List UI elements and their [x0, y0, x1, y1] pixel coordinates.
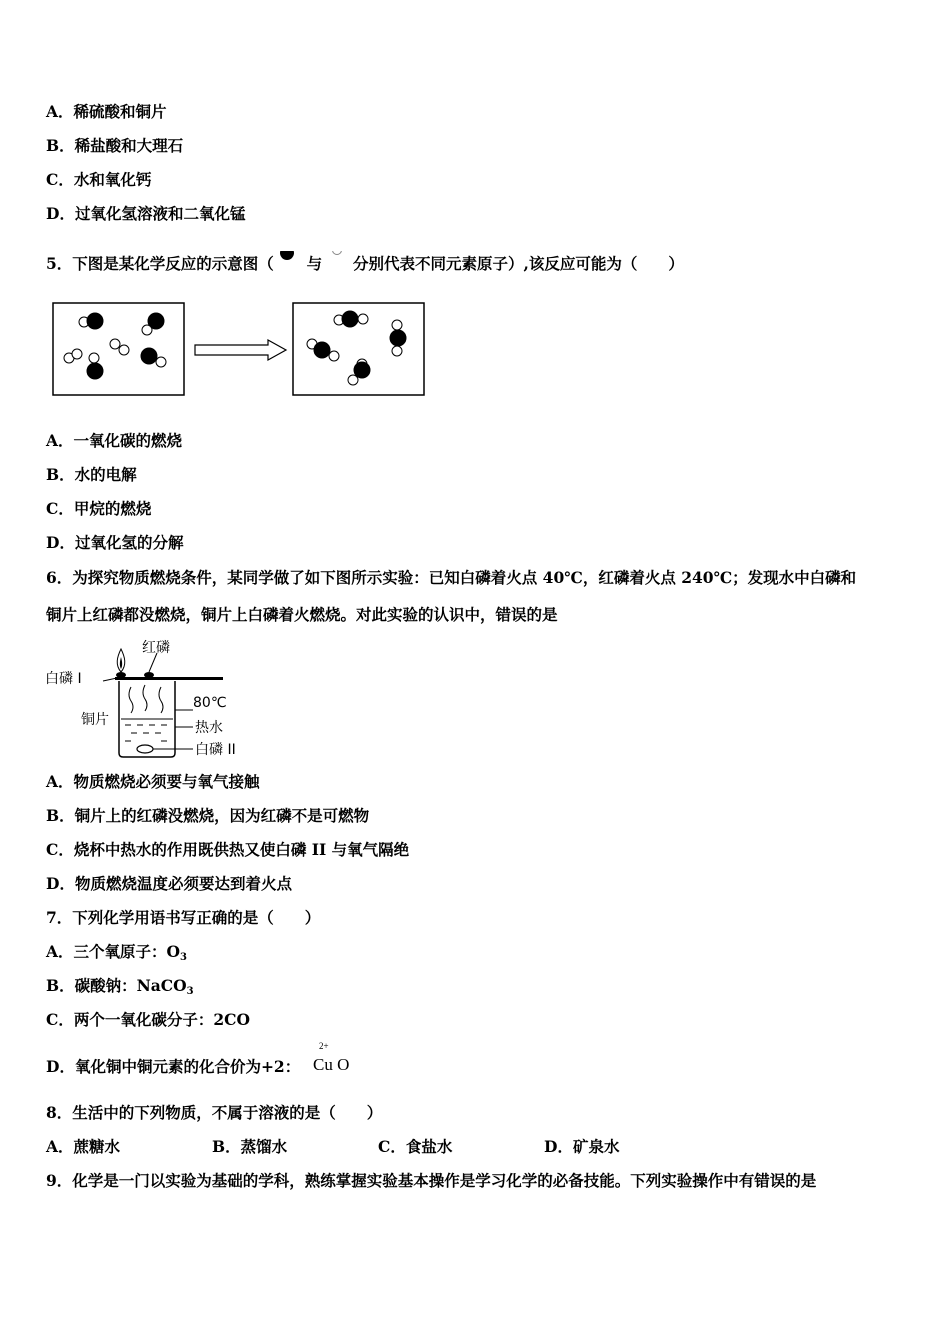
q4-option-b: B．稀盐酸和大理石: [46, 136, 184, 155]
q9-stem: 9．化学是一门以实验为基础的学科，熟练掌握实验基本操作是学习化学的必备技能。下列实验操作中有错误的是: [46, 1171, 817, 1190]
q5-stem-part-c: 分别代表不同元素原子）,该反应可能为（ ）: [352, 254, 684, 273]
q6-option-c: C．烧杯中热水的作用既供热又使白磷 II 与氧气隔绝: [46, 840, 410, 859]
q7-option-d-text: D．氧化铜中铜元素的化合价为+2：: [46, 1057, 301, 1076]
q4-option-d: D．过氧化氢溶液和二氧化锰: [46, 204, 246, 223]
reactants-box: [53, 303, 184, 395]
copper-plate: [115, 677, 223, 680]
label-red-phosphorus: 红磷: [142, 640, 170, 656]
q8-option-b: B．蒸馏水: [212, 1137, 288, 1156]
q5-option-b: B．水的电解: [46, 465, 137, 484]
q7-cuo-text: Cu O: [313, 1055, 350, 1074]
product-molecules: [307, 311, 406, 385]
q6-option-a: A．物质燃烧必须要与氧气接触: [46, 772, 260, 791]
combustion-experiment-figure: [45, 635, 260, 763]
q5-option-d: D．过氧化氢的分解: [46, 533, 184, 552]
q6-stem-line-2: 铜片上红磷都没燃烧，铜片上白磷着火燃烧。对此实验的认识中，错误的是: [46, 605, 558, 624]
white-atom-icon: [328, 251, 348, 271]
white-phosphorus-2-lump: [137, 745, 153, 753]
q7-option-c: C．两个一氧化碳分子：2CO: [46, 1010, 250, 1029]
black-atom-icon: [279, 251, 301, 271]
q7-stem: 7．下列化学用语书写正确的是（ ）: [46, 908, 321, 927]
q7-option-a-text: A．三个氧原子：O: [46, 942, 181, 961]
q5-stem-part-a: 5．下图是某化学反应的示意图（: [46, 254, 274, 273]
label-white-phosphorus-1: 白磷 I: [45, 671, 82, 687]
q5-option-c: C．甲烷的燃烧: [46, 499, 152, 518]
q4-option-c: C．水和氧化钙: [46, 170, 152, 189]
q8-stem: 8．生活中的下列物质，不属于溶液的是（ ）: [46, 1103, 383, 1122]
reactant-molecules: [64, 313, 166, 379]
label-temperature: 80℃: [193, 695, 227, 711]
q7-option-b-text: B．碳酸钠：NaCO: [46, 976, 187, 995]
label-copper-plate: 铜片: [81, 712, 109, 728]
q7-option-b-subscript: 3: [186, 986, 194, 997]
q7-cuo-charge: 2+: [319, 1041, 329, 1051]
red-phosphorus-lump: [144, 672, 154, 678]
q7-option-b: [46, 975, 194, 1003]
label-white-phosphorus-2: 白磷 II: [195, 742, 236, 758]
label-hot-water: 热水: [195, 720, 223, 736]
q6-stem-line-1: 6．为探究物质燃烧条件，某同学做了如下图所示实验：已知白磷着火点 40℃，红磷着火点 240℃；发现水中白磷和: [46, 568, 857, 587]
q7-option-a-subscript: 3: [180, 952, 187, 963]
q6-option-b: B．铜片上的红磷没燃烧，因为红磷不是可燃物: [46, 806, 370, 825]
q8-option-c: C．食盐水: [378, 1137, 453, 1156]
q7-option-a: [46, 941, 187, 969]
q5-stem-part-b: 与: [306, 254, 323, 273]
q8-options: [46, 1136, 619, 1158]
q8-option-d: D．矿泉水: [544, 1137, 620, 1156]
q7-option-d: [46, 1056, 300, 1078]
reaction-diagram: [50, 300, 430, 398]
q5-stem: [46, 251, 684, 275]
q4-option-a: A．稀硫酸和铜片: [46, 102, 167, 121]
q6-option-d: D．物质燃烧温度必须要达到着火点: [46, 874, 292, 893]
q5-option-a: A．一氧化碳的燃烧: [46, 431, 183, 450]
reaction-arrow-icon: [195, 340, 286, 360]
q8-option-a: A．蔗糖水: [46, 1137, 121, 1156]
q7-cuo-formula: [313, 1041, 350, 1075]
